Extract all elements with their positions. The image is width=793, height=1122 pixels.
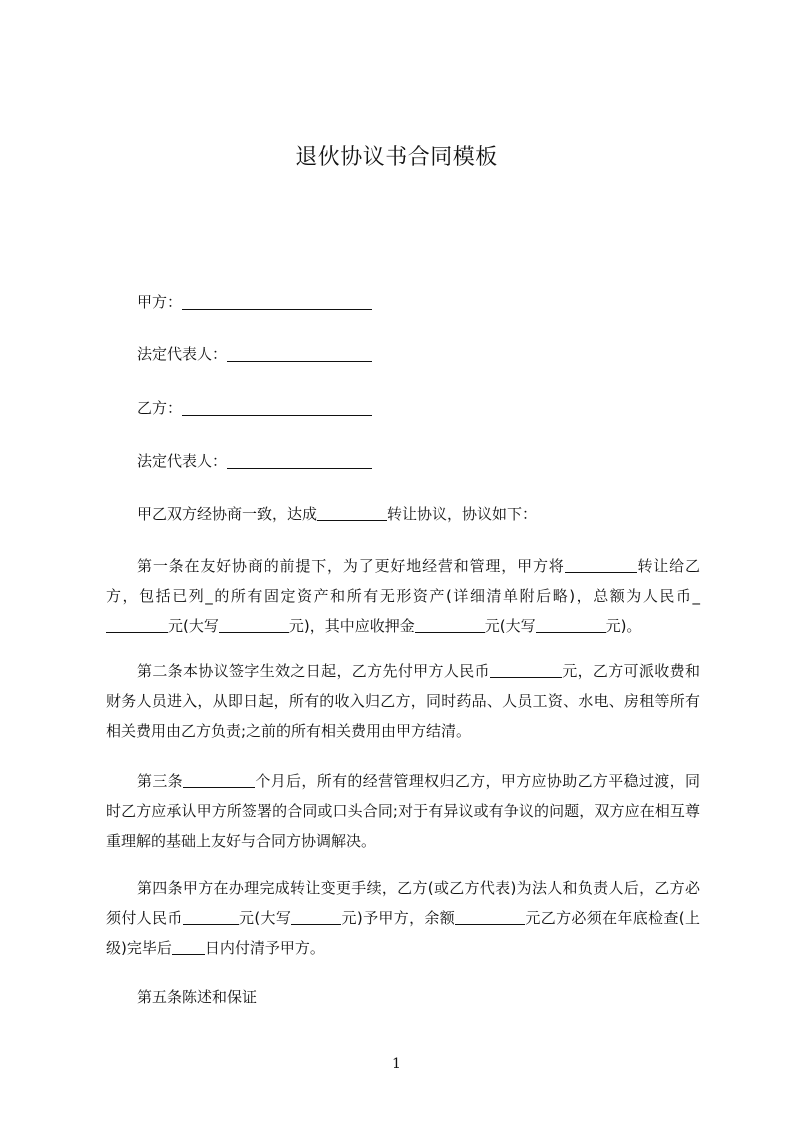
clause-3 bbox=[106, 766, 700, 856]
clause-4-blank-2 bbox=[291, 909, 341, 925]
legal-rep-a-blank bbox=[227, 345, 372, 362]
clause-1-blank-1 bbox=[565, 557, 637, 573]
legal-rep-a-label: 法定代表人： bbox=[137, 345, 228, 363]
party-b-blank bbox=[182, 399, 372, 416]
party-b-label: 乙方： bbox=[137, 399, 183, 417]
clause-1-blank-3 bbox=[219, 617, 289, 633]
document-title: 退伙协议书合同模板 bbox=[295, 145, 498, 170]
clause-4-blank-4 bbox=[172, 939, 205, 955]
clause-1 bbox=[106, 551, 700, 641]
intro-paragraph bbox=[137, 503, 537, 525]
clause-4-text-1: 第四条甲方在办理完成转让变更手续，乙方(或乙方代表)为法人和负责人后，乙方必须付人民币 bbox=[106, 879, 700, 927]
clause-1-text-1: 第一条在友好协商的前提下，为了更好地经营和管理，甲方将 bbox=[137, 557, 565, 575]
clause-4-blank-1 bbox=[183, 909, 239, 925]
clause-2 bbox=[106, 656, 700, 746]
clause-2-text-2: 元，乙方可派收费和财务人员进入，从即日起，所有的收入归乙方，同时药品、人员工资、水电、房租等所有相关费用由乙方负责;之前的所有相关费用由甲方结清。 bbox=[106, 662, 700, 740]
clause-4-text-3: 元)予甲方，余额 bbox=[341, 909, 456, 927]
party-a-field bbox=[137, 291, 372, 313]
intro-pre: 甲乙双方经协商一致，达成 bbox=[137, 505, 318, 523]
clause-4-text-2: 元(大写 bbox=[238, 909, 292, 927]
legal-rep-b-label: 法定代表人： bbox=[137, 452, 228, 470]
clause-1-blank-5 bbox=[536, 617, 606, 633]
party-a-blank bbox=[182, 293, 372, 310]
clause-3-text-2: 个月后，所有的经营管理权归乙方，甲方应协助乙方平稳过渡，同时乙方应承认甲方所签署的合同或口头合同;对于有异议或有争议的问题，双方应在相互尊重理解的基础上友好与合同方协调解决。 bbox=[106, 772, 700, 850]
clause-4-text-5: 日内付清予甲方。 bbox=[204, 939, 325, 957]
clause-1-text-2: 转让给乙方，包括已列_的所有固定资产和所有无形资产(详细清单附后略)，总额为人民币_ bbox=[106, 557, 700, 605]
clause-4-text-4: 元乙方必须在年底检查(上级)完毕后 bbox=[106, 909, 700, 957]
page-number: 1 bbox=[392, 1056, 401, 1072]
clause-1-blank-2 bbox=[106, 617, 168, 633]
clause-2-blank-1 bbox=[490, 662, 562, 678]
clause-1-text-5: 元(大写 bbox=[484, 617, 536, 635]
legal-rep-b-blank bbox=[227, 452, 372, 469]
clause-2-text-1: 第二条本协议签字生效之日起，乙方先付甲方人民币 bbox=[137, 662, 490, 680]
clause-3-text-1: 第三条 bbox=[137, 772, 184, 790]
clause-1-text-4: 元)，其中应收押金 bbox=[288, 617, 415, 635]
intro-post: 转让协议，协议如下： bbox=[387, 505, 538, 523]
party-a-label: 甲方： bbox=[137, 293, 183, 311]
clause-1-text-6: 元)。 bbox=[605, 617, 642, 635]
clause-4 bbox=[106, 873, 700, 963]
clause-3-blank-1 bbox=[183, 772, 255, 788]
clause-1-blank-4 bbox=[415, 617, 485, 633]
legal-rep-a-field bbox=[137, 343, 372, 365]
intro-blank bbox=[317, 505, 387, 521]
legal-rep-b-field bbox=[137, 450, 372, 472]
clause-1-text-3: 元(大写 bbox=[168, 617, 219, 635]
clause-5-heading: 第五条陈述和保证 bbox=[137, 988, 258, 1006]
party-b-field bbox=[137, 397, 372, 419]
clause-4-blank-3 bbox=[455, 909, 525, 925]
